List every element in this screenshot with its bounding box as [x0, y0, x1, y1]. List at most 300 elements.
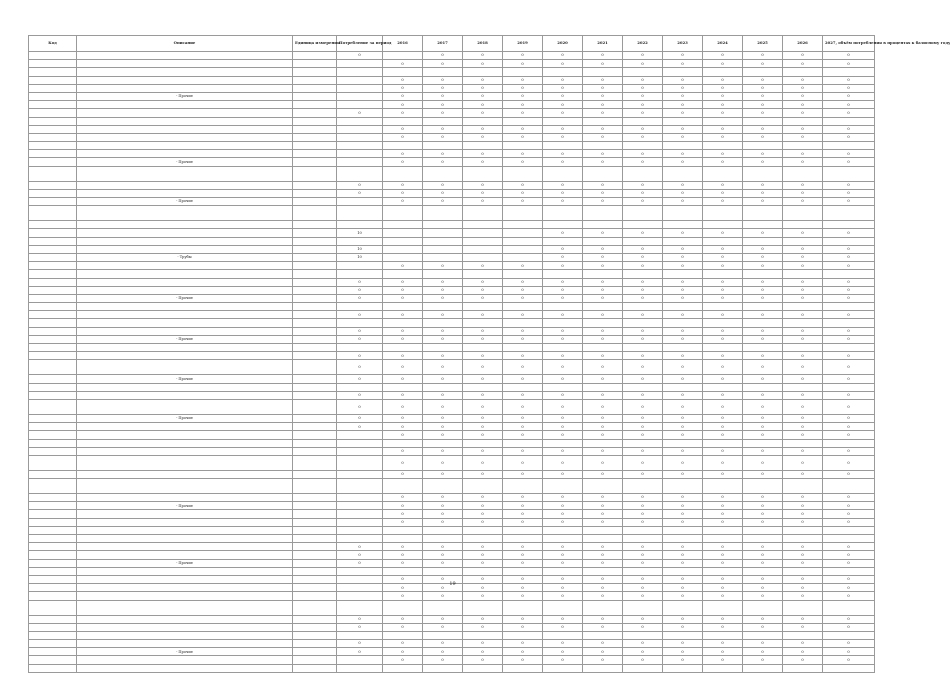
row-cell: 0 — [543, 648, 583, 656]
row-cell — [423, 479, 463, 494]
row-cell — [703, 68, 743, 76]
row-cell: 0 — [423, 592, 463, 600]
row-cell: 0 — [543, 92, 583, 100]
row-cell: 0 — [423, 278, 463, 286]
row-cell: 0 — [703, 414, 743, 422]
row-cell: 0 — [703, 510, 743, 518]
row-cell: 0 — [463, 294, 503, 302]
row-cell — [337, 92, 383, 100]
row-cell: 0 — [823, 584, 875, 592]
row-cell: 0 — [463, 327, 503, 335]
table-body — [29, 52, 875, 673]
row-cell: 0 — [823, 615, 875, 623]
row-cell: 0 — [783, 543, 823, 551]
row-cell: 0 — [583, 391, 623, 399]
row-code — [29, 68, 77, 76]
row-cell — [583, 600, 623, 615]
row-cell: 0 — [337, 181, 383, 189]
row-code — [29, 158, 77, 166]
row-cell: 0 — [783, 375, 823, 383]
row-cell: 0 — [583, 584, 623, 592]
row-cell — [293, 656, 337, 664]
row-cell — [503, 439, 543, 447]
row-cell: 0 — [743, 76, 783, 84]
row-cell — [463, 237, 503, 245]
row-code — [29, 286, 77, 294]
row-cell: 0 — [337, 327, 383, 335]
table-row — [29, 502, 875, 510]
row-cell: 0 — [383, 494, 423, 502]
table-row — [29, 479, 875, 494]
row-cell: 0 — [463, 470, 503, 478]
row-cell: 0 — [543, 158, 583, 166]
row-cell: 0 — [463, 101, 503, 109]
row-cell — [823, 142, 875, 150]
row-cell: 0 — [463, 286, 503, 294]
row-cell: 0 — [337, 423, 383, 431]
row-cell: 0 — [543, 262, 583, 270]
row-cell: 0 — [503, 592, 543, 600]
row-cell: 0 — [663, 375, 703, 383]
table-row — [29, 294, 875, 302]
row-cell: 0 — [423, 311, 463, 319]
row-cell — [423, 526, 463, 534]
row-cell: 0 — [383, 125, 423, 133]
row-code — [29, 414, 77, 422]
row-cell: 0 — [543, 198, 583, 206]
row-cell — [663, 117, 703, 125]
row-cell: 0 — [783, 84, 823, 92]
row-code — [29, 623, 77, 631]
row-cell: 0 — [823, 229, 875, 237]
row-cell — [543, 526, 583, 534]
row-cell: 0 — [383, 360, 423, 375]
row-cell: 0 — [703, 559, 743, 567]
row-name — [77, 592, 293, 600]
row-cell: 0 — [703, 76, 743, 84]
row-cell: 0 — [703, 592, 743, 600]
row-name — [77, 391, 293, 399]
row-cell — [663, 237, 703, 245]
row-cell: 0 — [623, 189, 663, 197]
row-cell: 0 — [743, 294, 783, 302]
row-code — [29, 567, 77, 575]
row-cell — [743, 68, 783, 76]
row-code — [29, 76, 77, 84]
row-cell: 0 — [823, 311, 875, 319]
row-cell: 0 — [463, 414, 503, 422]
row-cell — [783, 439, 823, 447]
row-cell — [703, 303, 743, 311]
row-cell: 0 — [383, 327, 423, 335]
row-cell — [743, 270, 783, 278]
row-cell: 0 — [583, 623, 623, 631]
row-cell: 0 — [743, 584, 783, 592]
row-cell — [337, 502, 383, 510]
row-cell: 0 — [663, 84, 703, 92]
row-cell: 0 — [583, 76, 623, 84]
row-cell — [293, 109, 337, 117]
row-cell: 0 — [463, 158, 503, 166]
row-cell: 0 — [583, 575, 623, 583]
row-cell — [337, 158, 383, 166]
row-cell: 0 — [623, 278, 663, 286]
row-cell — [463, 344, 503, 352]
row-cell — [503, 206, 543, 221]
row-cell: 0 — [583, 352, 623, 360]
table-row — [29, 125, 875, 133]
row-cell: 0 — [583, 518, 623, 526]
row-cell: 0 — [423, 391, 463, 399]
row-name — [77, 535, 293, 543]
row-cell: 0 — [583, 181, 623, 189]
row-code — [29, 198, 77, 206]
row-cell: 0 — [543, 375, 583, 383]
table-row — [29, 375, 875, 383]
row-cell: 0 — [543, 640, 583, 648]
column-header: Потребление за период — [337, 36, 383, 52]
row-cell — [423, 206, 463, 221]
row-cell: 0 — [623, 375, 663, 383]
row-code — [29, 117, 77, 125]
row-name — [77, 447, 293, 455]
table-row — [29, 535, 875, 543]
row-cell: 0 — [383, 278, 423, 286]
row-cell: 0 — [383, 352, 423, 360]
row-cell: 0 — [423, 262, 463, 270]
row-cell: 0 — [337, 52, 383, 60]
row-cell: 0 — [823, 125, 875, 133]
row-cell — [543, 117, 583, 125]
row-cell — [623, 303, 663, 311]
row-cell: 0 — [743, 423, 783, 431]
row-cell — [293, 383, 337, 391]
row-cell — [383, 479, 423, 494]
row-cell: 0 — [743, 559, 783, 567]
row-name — [77, 76, 293, 84]
row-name: - Прочие — [77, 294, 293, 302]
row-cell: 0 — [663, 52, 703, 60]
row-cell — [503, 383, 543, 391]
row-name: - Прочие — [77, 335, 293, 343]
row-cell: 0 — [337, 109, 383, 117]
row-cell — [293, 623, 337, 631]
row-cell — [383, 439, 423, 447]
table-row — [29, 431, 875, 439]
row-cell — [423, 142, 463, 150]
row-cell: 0 — [623, 286, 663, 294]
row-cell — [503, 117, 543, 125]
table-row — [29, 335, 875, 343]
row-cell — [823, 664, 875, 672]
row-cell: 0 — [623, 360, 663, 375]
row-cell: 0 — [743, 518, 783, 526]
row-cell: 0 — [463, 623, 503, 631]
row-cell: 0 — [423, 648, 463, 656]
row-cell: 0 — [823, 198, 875, 206]
row-cell: 0 — [663, 327, 703, 335]
row-cell — [503, 631, 543, 639]
row-cell: 0 — [663, 447, 703, 455]
row-cell — [623, 117, 663, 125]
row-cell — [623, 237, 663, 245]
row-cell — [743, 600, 783, 615]
table-row — [29, 391, 875, 399]
row-cell: 0 — [823, 92, 875, 100]
row-cell: 0 — [583, 60, 623, 68]
row-cell: 0 — [743, 352, 783, 360]
row-name — [77, 189, 293, 197]
row-cell: 0 — [743, 615, 783, 623]
row-cell — [543, 383, 583, 391]
row-cell: 0 — [583, 245, 623, 253]
row-cell: 0 — [463, 431, 503, 439]
row-code — [29, 335, 77, 343]
row-code — [29, 447, 77, 455]
row-cell — [823, 206, 875, 221]
row-cell — [293, 52, 337, 60]
row-cell — [423, 68, 463, 76]
row-cell: 0 — [503, 109, 543, 117]
row-cell: 0 — [463, 352, 503, 360]
row-code — [29, 592, 77, 600]
row-cell: 0 — [823, 150, 875, 158]
row-cell: 0 — [503, 648, 543, 656]
table-row — [29, 206, 875, 221]
row-cell — [337, 142, 383, 150]
row-cell: 0 — [463, 60, 503, 68]
row-cell — [583, 117, 623, 125]
row-name: - Трубы — [77, 253, 293, 261]
row-cell — [293, 319, 337, 327]
row-cell: 0 — [783, 133, 823, 141]
row-cell — [383, 319, 423, 327]
row-cell: 0 — [583, 335, 623, 343]
row-cell: 0 — [663, 109, 703, 117]
row-name: - Прочие — [77, 158, 293, 166]
row-cell: 0 — [663, 133, 703, 141]
row-cell: 0 — [703, 502, 743, 510]
row-name — [77, 360, 293, 375]
row-cell: 0 — [623, 494, 663, 502]
row-cell — [623, 270, 663, 278]
column-header: 2025 — [743, 36, 783, 52]
row-cell — [783, 319, 823, 327]
row-cell: 0 — [583, 150, 623, 158]
row-code — [29, 559, 77, 567]
row-cell: 0 — [423, 399, 463, 414]
row-cell: 0 — [383, 311, 423, 319]
row-name — [77, 142, 293, 150]
row-cell: 0 — [423, 198, 463, 206]
row-cell — [293, 479, 337, 494]
row-cell: 0 — [703, 640, 743, 648]
row-name — [77, 109, 293, 117]
row-cell — [337, 237, 383, 245]
row-cell — [623, 664, 663, 672]
row-name — [77, 84, 293, 92]
row-cell — [663, 206, 703, 221]
row-cell — [463, 142, 503, 150]
row-code — [29, 615, 77, 623]
row-cell — [293, 344, 337, 352]
row-cell: 0 — [503, 52, 543, 60]
row-cell: 0 — [783, 510, 823, 518]
row-cell — [703, 567, 743, 575]
row-cell: 0 — [543, 181, 583, 189]
row-cell — [623, 535, 663, 543]
row-cell — [293, 502, 337, 510]
row-cell — [293, 84, 337, 92]
row-cell: 0 — [783, 92, 823, 100]
row-cell: 0 — [383, 656, 423, 664]
row-cell: 0 — [583, 455, 623, 470]
row-cell — [663, 319, 703, 327]
row-cell: 0 — [383, 198, 423, 206]
table-row — [29, 92, 875, 100]
row-cell — [543, 567, 583, 575]
row-code — [29, 502, 77, 510]
row-code — [29, 399, 77, 414]
row-code — [29, 166, 77, 181]
row-cell: 0 — [663, 431, 703, 439]
table-row — [29, 640, 875, 648]
row-cell: 0 — [503, 360, 543, 375]
row-cell: 0 — [583, 253, 623, 261]
row-cell: 0 — [543, 431, 583, 439]
row-cell: 0 — [463, 150, 503, 158]
row-cell — [743, 439, 783, 447]
row-cell — [383, 142, 423, 150]
row-cell — [703, 439, 743, 447]
row-cell — [293, 664, 337, 672]
row-code — [29, 245, 77, 253]
row-cell: 0 — [783, 181, 823, 189]
row-cell — [743, 206, 783, 221]
row-cell: 0 — [423, 575, 463, 583]
row-cell — [703, 600, 743, 615]
row-name — [77, 567, 293, 575]
row-cell — [543, 68, 583, 76]
row-name — [77, 101, 293, 109]
row-cell: 0 — [663, 101, 703, 109]
row-name — [77, 344, 293, 352]
row-cell: 0 — [583, 101, 623, 109]
row-cell — [463, 117, 503, 125]
row-cell — [503, 479, 543, 494]
row-code — [29, 125, 77, 133]
row-cell: 0 — [463, 648, 503, 656]
row-cell: 0 — [583, 198, 623, 206]
row-cell: 0 — [623, 158, 663, 166]
row-cell: 0 — [623, 125, 663, 133]
row-cell: 0 — [383, 92, 423, 100]
table-row — [29, 229, 875, 237]
row-cell: 0 — [337, 399, 383, 414]
row-cell — [423, 664, 463, 672]
row-cell: 0 — [823, 278, 875, 286]
row-cell — [383, 303, 423, 311]
row-cell: 0 — [783, 559, 823, 567]
row-code — [29, 327, 77, 335]
row-name — [77, 229, 293, 237]
row-cell: 0 — [383, 286, 423, 294]
row-name: - Прочие — [77, 198, 293, 206]
row-cell — [293, 455, 337, 470]
row-cell: 0 — [743, 510, 783, 518]
row-cell — [703, 117, 743, 125]
row-cell — [293, 198, 337, 206]
row-name — [77, 551, 293, 559]
row-cell: 0 — [463, 198, 503, 206]
row-cell: 0 — [463, 109, 503, 117]
row-cell: 0 — [783, 278, 823, 286]
row-cell: 0 — [623, 615, 663, 623]
row-name — [77, 150, 293, 158]
row-cell: 0 — [503, 543, 543, 551]
row-cell — [583, 270, 623, 278]
row-cell — [583, 166, 623, 181]
row-cell — [543, 664, 583, 672]
row-cell: 0 — [743, 229, 783, 237]
row-cell: 0 — [543, 470, 583, 478]
table-row — [29, 198, 875, 206]
table-row — [29, 656, 875, 664]
row-cell: 0 — [383, 447, 423, 455]
table-row — [29, 189, 875, 197]
row-cell — [463, 526, 503, 534]
row-name — [77, 181, 293, 189]
row-cell — [293, 270, 337, 278]
row-cell: 0 — [583, 615, 623, 623]
row-name — [77, 245, 293, 253]
row-cell — [463, 479, 503, 494]
row-cell: 0 — [543, 76, 583, 84]
row-cell: 0 — [743, 431, 783, 439]
row-cell: 0 — [783, 101, 823, 109]
row-cell: 0 — [783, 414, 823, 422]
row-cell: 0 — [663, 615, 703, 623]
row-cell: 0 — [823, 455, 875, 470]
row-cell: 0 — [383, 189, 423, 197]
row-cell: 0 — [463, 575, 503, 583]
table-row — [29, 60, 875, 68]
row-cell: 0 — [663, 335, 703, 343]
row-cell: 0 — [823, 431, 875, 439]
row-name: - Прочие — [77, 414, 293, 422]
row-cell — [823, 439, 875, 447]
row-cell — [503, 600, 543, 615]
row-cell: 0 — [663, 245, 703, 253]
row-cell: 0 — [583, 431, 623, 439]
row-cell: 0 — [743, 311, 783, 319]
table-row — [29, 327, 875, 335]
row-cell: 0 — [663, 510, 703, 518]
row-cell — [383, 526, 423, 534]
row-cell: 0 — [783, 423, 823, 431]
row-cell: 0 — [503, 623, 543, 631]
row-cell — [703, 319, 743, 327]
row-code — [29, 479, 77, 494]
row-cell: 0 — [583, 551, 623, 559]
table-row — [29, 399, 875, 414]
row-cell — [583, 237, 623, 245]
row-name — [77, 303, 293, 311]
table-row — [29, 447, 875, 455]
row-cell: 0 — [337, 335, 383, 343]
row-cell — [823, 535, 875, 543]
row-cell: 0 — [503, 335, 543, 343]
